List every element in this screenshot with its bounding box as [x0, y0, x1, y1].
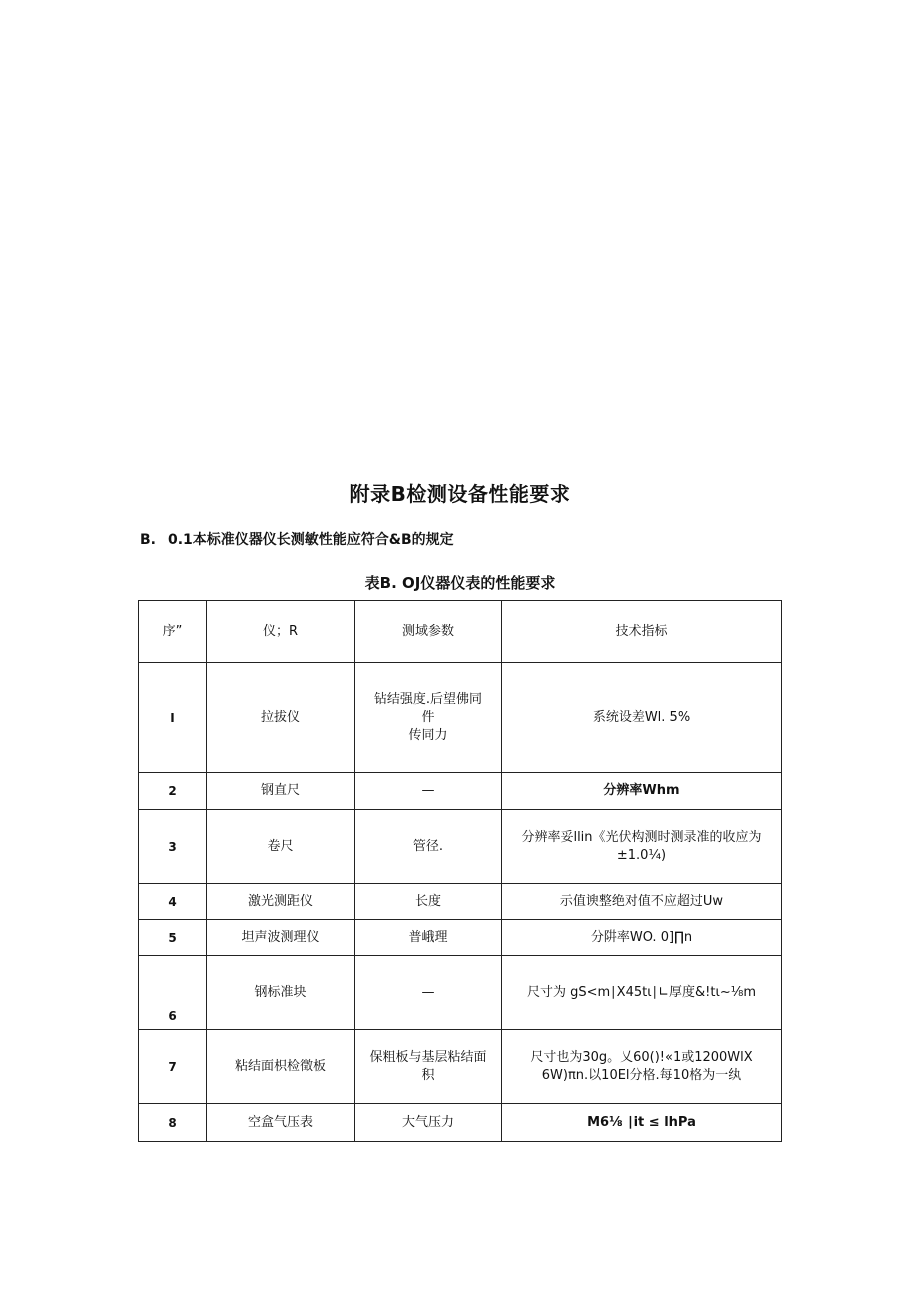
table-caption: 表B. OJ仪器仪表的性能要求 [364, 574, 556, 592]
row-instrument: 激光测距仪 [207, 884, 355, 920]
parameter-line: 积 [421, 1067, 435, 1083]
row-parameter: 普峨理 [355, 920, 502, 956]
header-index: 序” [139, 601, 207, 663]
specification-line: 尺寸也为30g。乂60()!«1或1200WlX [530, 1049, 753, 1065]
row-parameter: 长度 [355, 884, 502, 920]
row-index: 5 [139, 920, 207, 956]
row-index: I [139, 663, 207, 773]
specification-line: 6W)πn.以10El分格.每10格为一纨 [541, 1067, 742, 1083]
parameter-line: 保粗板与基层粘结面 [369, 1049, 487, 1065]
row-index: 6 [139, 956, 207, 1030]
row-specification [502, 1030, 782, 1104]
parameter-line: 件 [421, 709, 435, 725]
specification-line: 分辨率妥llin《光伏构测时测录准的收应为 [521, 829, 762, 845]
row-parameter: 大气压力 [355, 1104, 502, 1142]
table-row [139, 1104, 782, 1142]
row-parameter [355, 663, 502, 773]
parameter-line: 传同力 [408, 727, 448, 743]
row-specification: 分阱率WO. 0]∏n [502, 920, 782, 956]
row-instrument: 拉拔仪 [207, 663, 355, 773]
row-index: 3 [139, 810, 207, 884]
row-specification [502, 810, 782, 884]
row-instrument: 钢直尺 [207, 773, 355, 810]
row-index: 2 [139, 773, 207, 810]
table-row [139, 810, 782, 884]
row-specification: 示值谀整绝对值不应超过Uw [502, 884, 782, 920]
row-specification: 分辨率Whm [502, 773, 782, 810]
row-parameter: — [355, 956, 502, 1030]
row-specification: 系统设差Wl. 5% [502, 663, 782, 773]
row-specification: M6⅛ ∣it ≤ lhPa [502, 1104, 782, 1142]
row-instrument: 钢标准块 [207, 956, 355, 1030]
clause-paragraph [140, 529, 454, 549]
appendix-title: 附录B检测设备性能要求 [349, 482, 571, 506]
clause-text: 0.1本标准仪器仪长测敏性能应符合&B的规定 [168, 532, 454, 548]
row-instrument: 卷尺 [207, 810, 355, 884]
row-instrument: 坦声波测理仪 [207, 920, 355, 956]
row-parameter: — [355, 773, 502, 810]
header-specification: 技术指标 [502, 601, 782, 663]
row-specification: 尺寸为 gS<m∣X45tι∣∟厚度&!tι~⅛m [502, 956, 782, 1030]
clause-number: B. [140, 532, 156, 548]
row-instrument: 粘结面枳检徵板 [207, 1030, 355, 1104]
instrument-spec-table [138, 600, 782, 1142]
row-instrument: 空盒气压表 [207, 1104, 355, 1142]
table-row [139, 884, 782, 920]
specification-line: ±1.0¼) [616, 847, 667, 863]
header-instrument: 仪；R [207, 601, 355, 663]
row-parameter [355, 1030, 502, 1104]
table-header-row [139, 601, 782, 663]
table-row [139, 956, 782, 1030]
table-row [139, 920, 782, 956]
row-index: 7 [139, 1030, 207, 1104]
table-row [139, 773, 782, 810]
header-parameter: 测域参数 [355, 601, 502, 663]
parameter-line: 钻结强度.后望佛同 [373, 691, 483, 707]
row-parameter: 管径. [355, 810, 502, 884]
table-row [139, 1030, 782, 1104]
row-index: 4 [139, 884, 207, 920]
row-index: 8 [139, 1104, 207, 1142]
table-row [139, 663, 782, 773]
